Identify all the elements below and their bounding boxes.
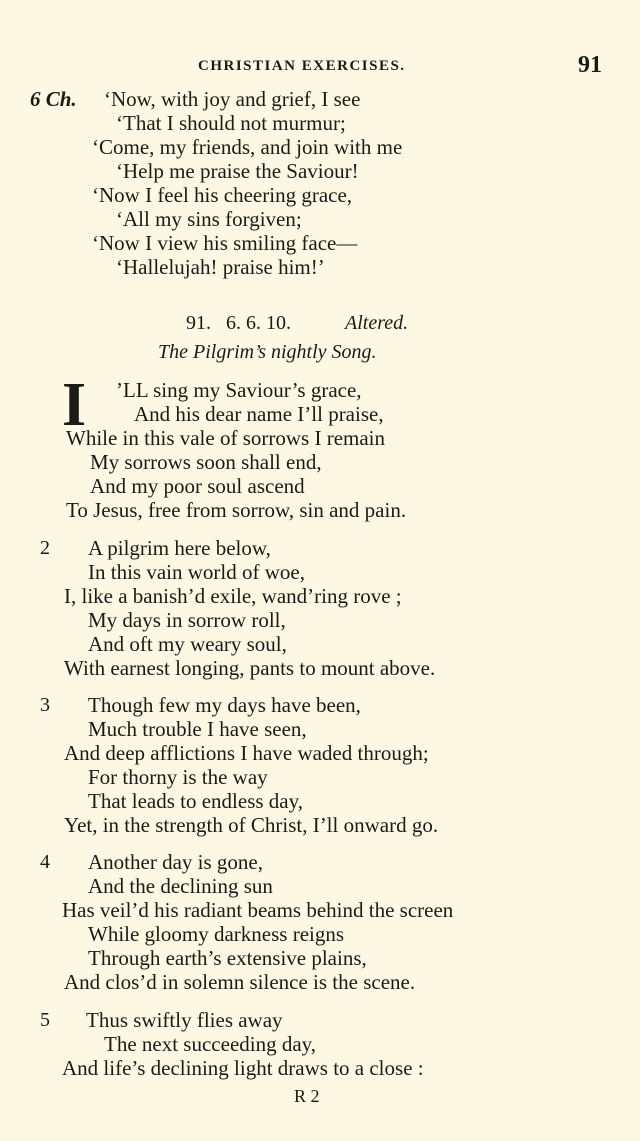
verse-line: Yet, in the strength of Christ, I’ll onward go. (64, 813, 439, 837)
verse-number: 2 (40, 537, 50, 559)
verse-line: Through earth’s extensive plains, (88, 946, 367, 970)
drop-cap: I (62, 371, 87, 439)
verse-line: And oft my weary soul, (88, 632, 287, 656)
hymn-heading: 91. 6. 6. 10. (186, 312, 291, 334)
verse-number: 5 (40, 1009, 50, 1031)
verse-line: Thus swiftly flies away (86, 1008, 283, 1032)
verse-number: 3 (40, 694, 50, 716)
verse-line: And clos’d in solemn silence is the scene. (64, 970, 416, 994)
hymn-heading-note: Altered. (345, 312, 409, 334)
signature-mark: R 2 (294, 1086, 320, 1106)
verse-line: And my poor soul ascend (90, 474, 305, 498)
verse-line: To Jesus, free from sorrow, sin and pain. (66, 498, 407, 522)
verse-line: For thorny is the way (88, 765, 268, 789)
verse-line: That leads to endless day, (88, 789, 303, 813)
page-number: 91 (578, 52, 602, 78)
prev-hymn-line: ‘Help me praise the Saviour! (116, 159, 359, 183)
verse-line: With earnest longing, pants to mount above. (64, 656, 436, 680)
prev-hymn-line: ‘All my sins forgiven; (116, 207, 302, 231)
verse-line: While in this vale of sorrows I remain (66, 426, 385, 450)
verse-line: And the declining sun (88, 874, 273, 898)
verse-line: ’LL sing my Saviour’s grace, (116, 378, 362, 402)
verse-line: Much trouble I have seen, (88, 717, 307, 741)
running-title: CHRISTIAN EXERCISES. (198, 58, 406, 74)
prev-hymn-line: ‘Hallelujah! praise him!’ (116, 255, 325, 279)
prev-hymn-line: ‘Now I feel his cheering grace, (92, 183, 353, 207)
verse-line: My days in sorrow roll, (88, 608, 286, 632)
verse-line: And his dear name I’ll praise, (134, 402, 384, 426)
prev-hymn-line: ‘Come, my friends, and join with me (92, 135, 403, 159)
verse-line: While gloomy darkness reigns (88, 922, 345, 946)
hymn-title: The Pilgrim’s nightly Song. (158, 341, 377, 363)
verse-line: Though few my days have been, (88, 693, 361, 717)
verse-line: And deep afflictions I have waded through; (64, 741, 429, 765)
verse-line: And life’s declining light draws to a close : (62, 1056, 424, 1080)
verse-line: Has veil’d his radiant beams behind the screen (62, 898, 454, 922)
prev-hymn-line: ‘Now I view his smiling face— (92, 231, 358, 255)
verse-line: My sorrows soon shall end, (90, 450, 322, 474)
prev-hymn-line: ‘That I should not murmur; (116, 111, 346, 135)
verse-line: In this vain world of woe, (88, 560, 305, 584)
verse-line: A pilgrim here below, (88, 536, 271, 560)
verse-marker: 6 Ch. (30, 87, 77, 111)
verse-line: I, like a banish’d exile, wand’ring rove ; (64, 584, 402, 608)
verse-number: 4 (40, 851, 50, 873)
verse-line: The next succeeding day, (104, 1032, 317, 1056)
verse-line: Another day is gone, (88, 850, 263, 874)
prev-hymn-line: ‘Now, with joy and grief, I see (104, 87, 361, 111)
